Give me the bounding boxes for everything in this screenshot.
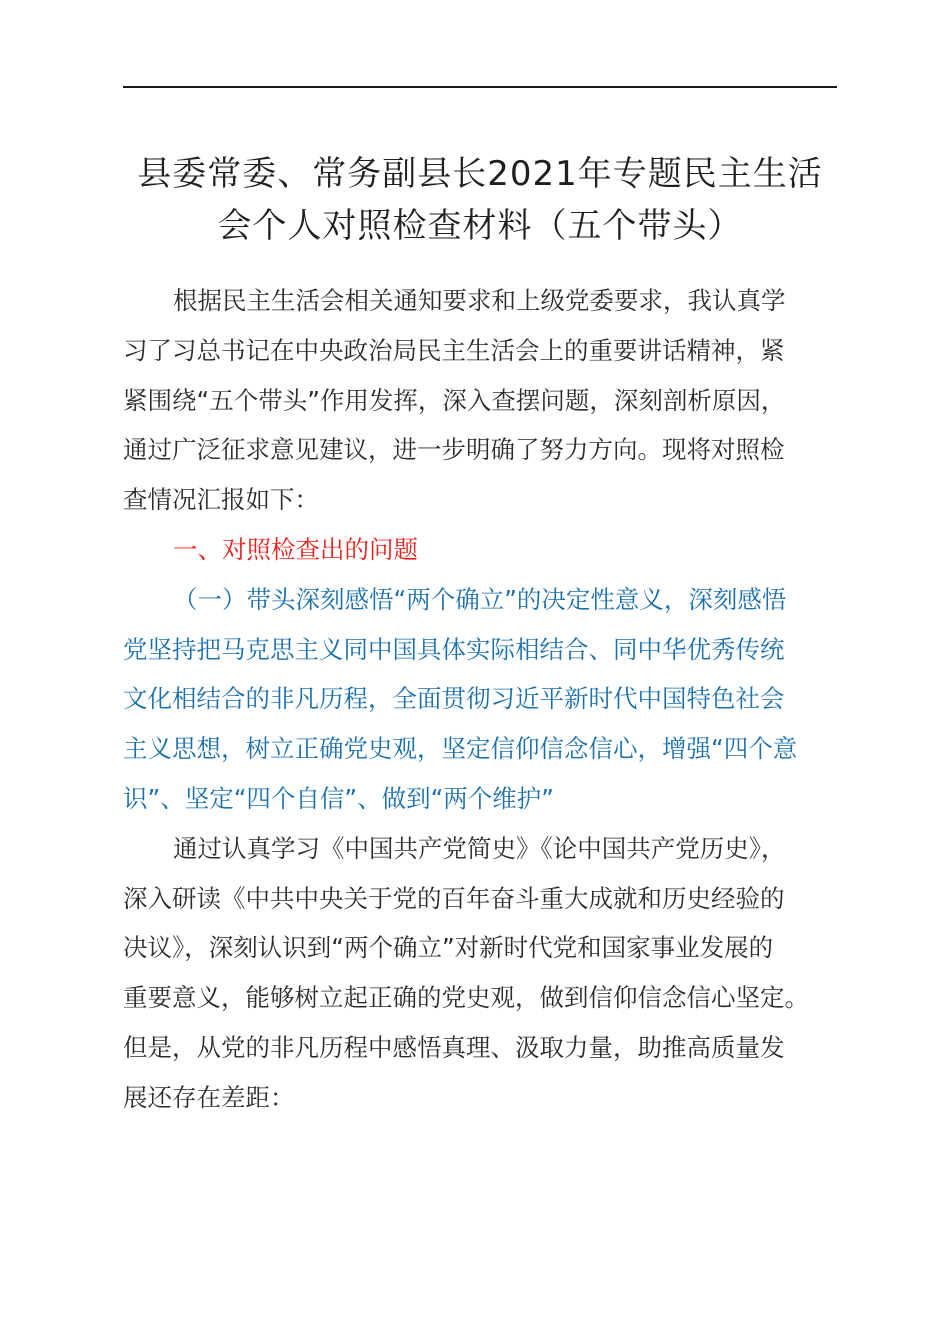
title-line-1: 县委常委、常务副县长2021年专题民主生活 — [137, 154, 823, 194]
body-line: 深入研读《中共中央关于党的百年奋斗重大成就和历史经验的 — [123, 883, 785, 913]
intro-line: 紧围绕“五个带头”作用发挥，深入查摆问题，深刻剖析原因， — [123, 385, 786, 415]
section-heading-text: 一、对照检查出的问题 — [173, 534, 418, 564]
intro-paragraph — [123, 276, 837, 525]
document-body — [123, 276, 837, 1123]
subsection-line: 党坚持把马克思主义同中国具体实际相结合、同中华优秀传统 — [123, 634, 785, 664]
subsection-line: 主义思想，树立正确党史观，坚定信仰信念信心，增强“四个意 — [123, 734, 798, 764]
header-rule — [123, 86, 837, 88]
body-line: 但是，从党的非凡历程中感悟真理、汲取力量，助推高质量发 — [123, 1032, 785, 1062]
subsection-line: （一）带头深刻感悟“两个确立”的决定性意义，深刻感悟 — [173, 584, 787, 614]
subsection-line: 识”、坚定“四个自信”、做到“两个维护” — [123, 783, 554, 813]
intro-line: 习了习总书记在中央政治局民主生活会上的重要讲话精神，紧 — [123, 335, 785, 365]
intro-line: 查情况汇报如下： — [123, 485, 319, 515]
body-paragraph — [123, 824, 837, 1123]
body-line: 重要意义，能够树立起正确的党史观，做到信仰信念信心坚定。 — [123, 983, 809, 1013]
body-line: 决议》，深刻认识到“两个确立”对新时代党和国家事业发展的 — [123, 933, 774, 963]
section-heading — [123, 525, 837, 575]
body-line: 通过认真学习《中国共产党简史》《论中国共产党历史》， — [173, 833, 786, 863]
document-title — [110, 148, 850, 252]
intro-line: 根据民主生活会相关通知要求和上级党委要求，我认真学 — [173, 286, 786, 315]
body-line: 展还存在差距： — [123, 1082, 295, 1112]
title-line-2: 会个人对照检查材料（五个带头） — [217, 206, 743, 246]
subsection-line: 文化相结合的非凡历程，全面贯彻习近平新时代中国特色社会 — [123, 684, 785, 714]
intro-line: 通过广泛征求意见建议，进一步明确了努力方向。现将对照检 — [123, 435, 785, 465]
subsection-heading — [123, 575, 837, 824]
